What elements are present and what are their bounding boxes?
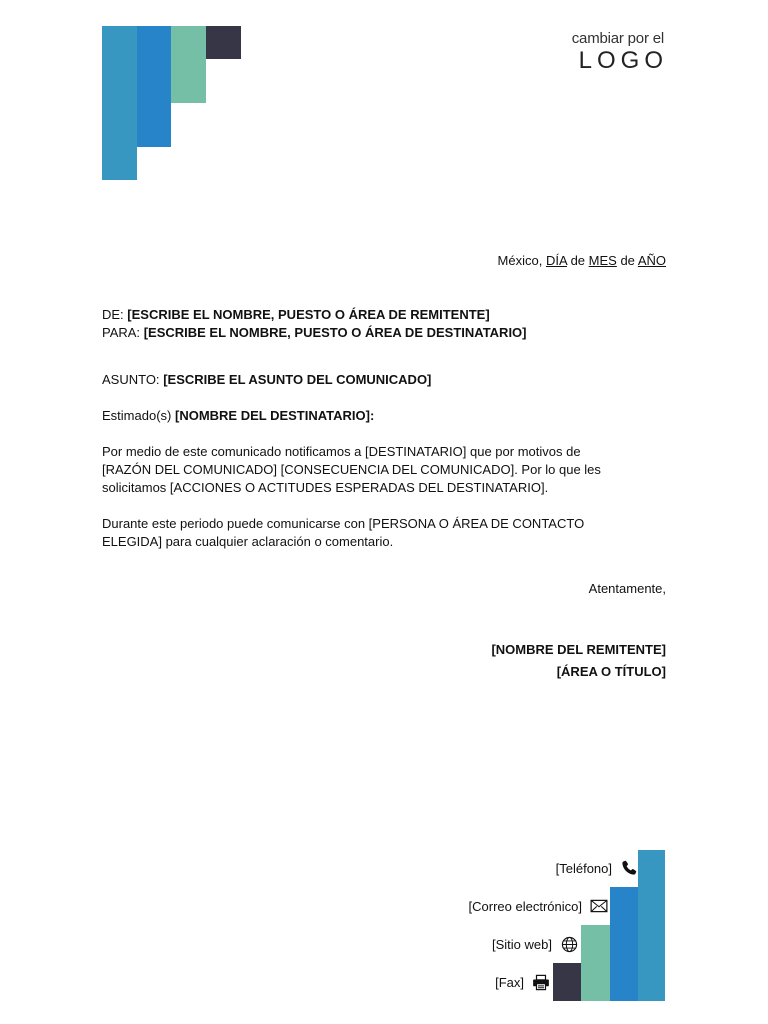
contact-email-label: [Correo electrónico] xyxy=(468,898,582,914)
globe-icon xyxy=(560,935,578,953)
contact-fax xyxy=(495,972,550,992)
contact-web-label: [Sitio web] xyxy=(492,936,552,952)
date-line xyxy=(102,252,666,270)
from-line xyxy=(102,306,666,324)
to-line xyxy=(102,324,666,342)
from-label: DE: xyxy=(102,307,124,322)
sender-name: [NOMBRE DEL REMITENTE] xyxy=(491,642,666,657)
logo-placeholder xyxy=(571,30,668,74)
to-value: [ESCRIBE EL NOMBRE, PUESTO O ÁREA DE DESTINATARIO] xyxy=(143,325,527,340)
farewell: Atentamente, xyxy=(588,581,666,596)
bottom-bar-green xyxy=(581,925,610,1001)
subject-line xyxy=(102,371,666,389)
contact-fax-label: [Fax] xyxy=(495,974,524,990)
body-p1-line-2: [RAZÓN DEL COMUNICADO] [CONSECUENCIA DEL COMUNICADO]. Por lo que les xyxy=(102,462,601,477)
date-day: DÍA xyxy=(545,253,567,268)
top-bar-green xyxy=(171,26,206,103)
logo-line-small: cambiar por el xyxy=(571,30,664,47)
subject-value: [ESCRIBE EL ASUNTO DEL COMUNICADO] xyxy=(163,372,432,387)
envelope-icon xyxy=(590,897,608,915)
from-value: [ESCRIBE EL NOMBRE, PUESTO O ÁREA DE REMITENTE] xyxy=(127,307,490,322)
top-bar-blue xyxy=(137,26,171,147)
date-of-1: de xyxy=(570,253,586,268)
subject-label: ASUNTO: xyxy=(102,372,160,387)
body-paragraph-2 xyxy=(102,515,632,551)
phone-icon xyxy=(620,859,638,877)
date-of-2: de xyxy=(620,253,635,268)
to-label: PARA: xyxy=(102,325,141,340)
contact-email xyxy=(469,896,608,916)
greeting-line xyxy=(102,407,666,425)
bottom-bar-teal xyxy=(638,850,665,1001)
top-bar-dark xyxy=(206,26,241,59)
body-p1-line-1: Por medio de este comunicado notificamos a [DESTINATARIO] que por motivos de xyxy=(102,444,581,459)
date-year: AÑO xyxy=(637,253,666,268)
top-bar-teal xyxy=(102,26,137,180)
contact-web xyxy=(492,934,578,954)
contact-phone-label: [Teléfono] xyxy=(555,860,612,876)
body-p2-line-1: Durante este periodo puede comunicarse con [PERSONA O ÁREA DE CONTACTO xyxy=(102,516,585,531)
date-month: MES xyxy=(588,253,617,268)
sender-title: [ÁREA O TÍTULO] xyxy=(556,664,666,679)
bottom-bar-blue xyxy=(610,887,638,1001)
bottom-bar-dark xyxy=(553,963,581,1001)
logo-line-big: LOGO xyxy=(578,47,668,74)
contact-phone xyxy=(556,858,638,878)
body-p2-line-2: ELEGIDA] para cualquier aclaración o comentario. xyxy=(102,534,394,549)
greeting-prefix: Estimado(s) xyxy=(102,408,172,423)
printer-icon xyxy=(532,973,550,991)
body-paragraph-1 xyxy=(102,443,632,497)
date-city: México, xyxy=(497,253,543,268)
body-p1-line-3: solicitamos [ACCIONES O ACTITUDES ESPERADAS DEL DESTINATARIO]. xyxy=(102,480,549,495)
greeting-name: [NOMBRE DEL DESTINATARIO]: xyxy=(174,408,375,423)
